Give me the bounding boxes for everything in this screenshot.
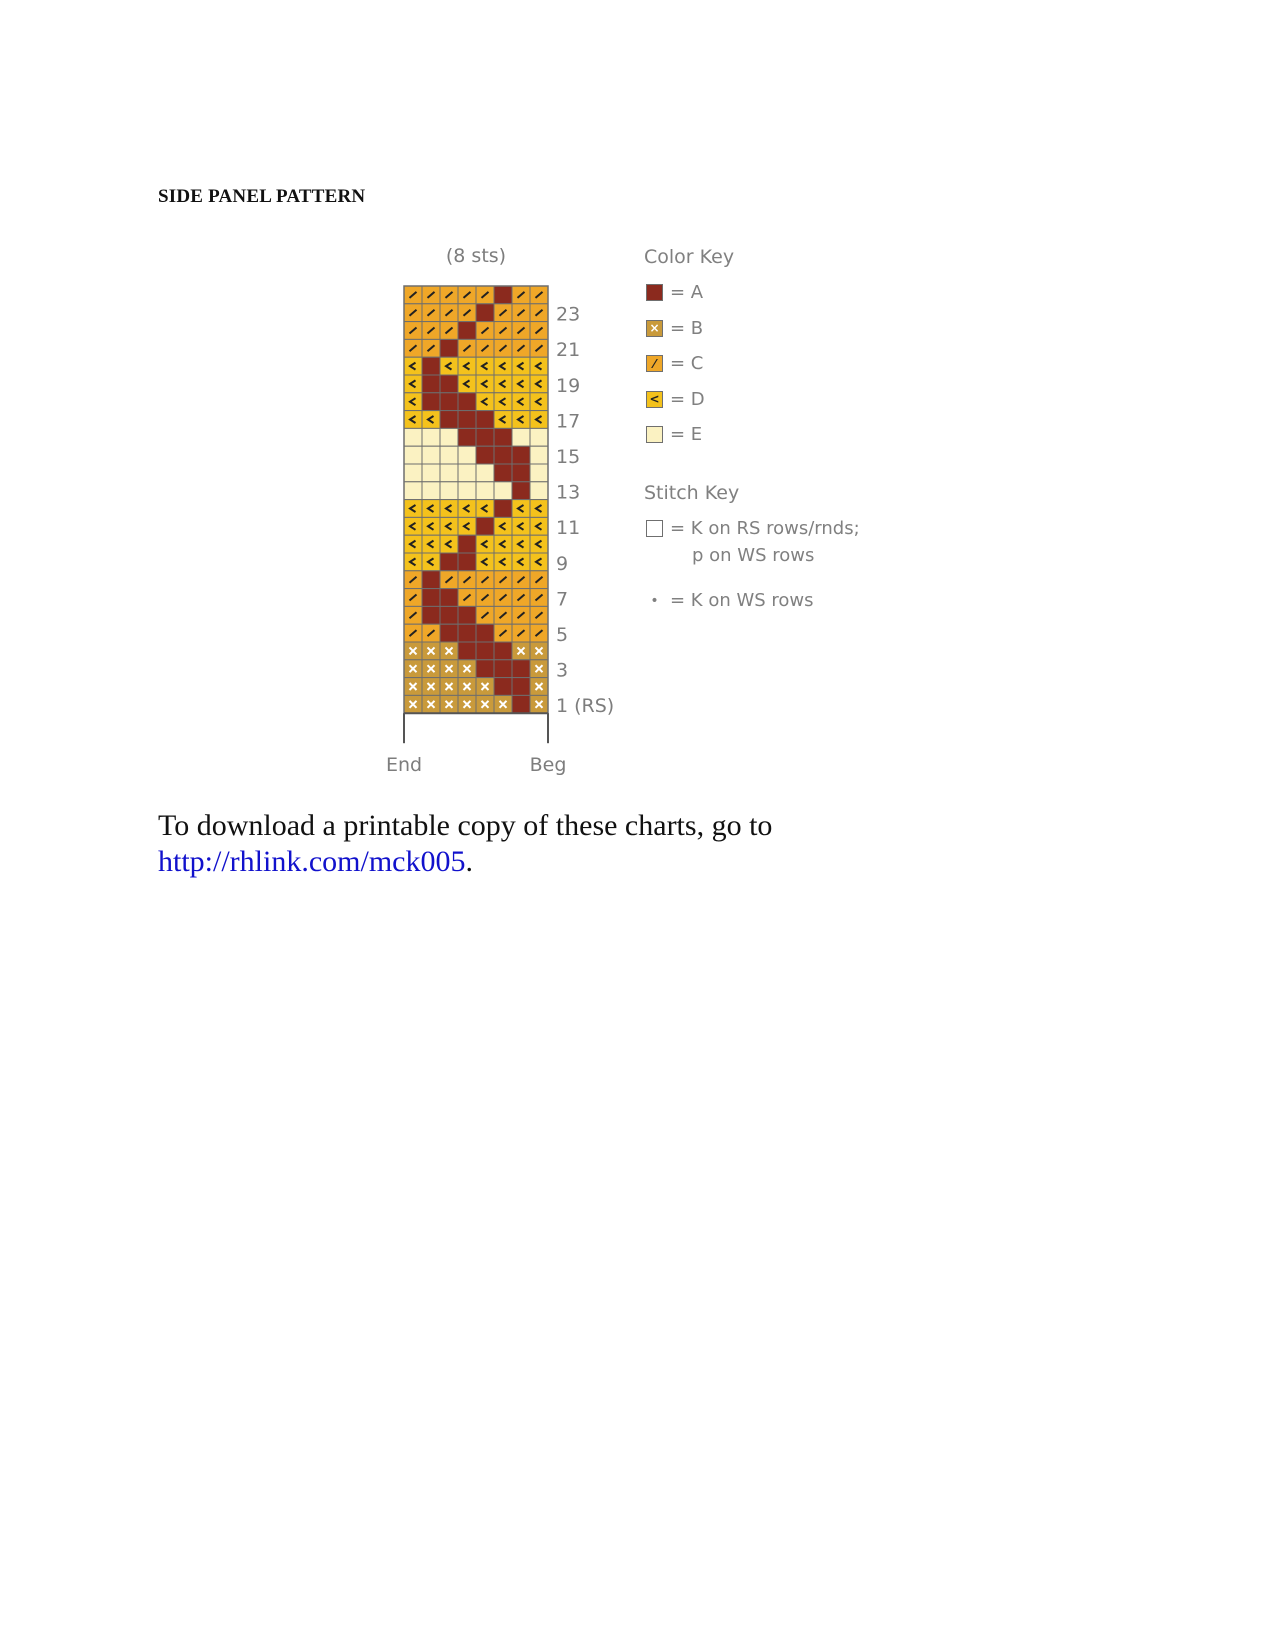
- chart-cell-D: [404, 500, 422, 518]
- chart-cell-A: [512, 446, 530, 464]
- chart-cell-E: [530, 482, 548, 500]
- color-swatch-icon: ×: [646, 320, 663, 337]
- chart-cell-A: [494, 446, 512, 464]
- chart-cell-D: [476, 375, 494, 393]
- chart-cell-E: [404, 464, 422, 482]
- chart-cell-E: [458, 482, 476, 500]
- row-label: 1 (RS): [556, 695, 615, 718]
- color-key-label: = D: [670, 388, 705, 410]
- color-swatch-icon: ⁄: [646, 355, 663, 372]
- chart-cell-E: [476, 482, 494, 500]
- chart-cell-D: [476, 500, 494, 518]
- color-key-item-a: [646, 282, 703, 303]
- chart-cell-A: [494, 642, 512, 660]
- chart-cell-D: [458, 500, 476, 518]
- chart-cell-D: [512, 375, 530, 393]
- download-note: [158, 808, 772, 880]
- row-label: 19: [556, 374, 581, 397]
- chart-cell-A: [512, 678, 530, 696]
- chart-cell-D: [494, 517, 512, 535]
- chart-cell-D: [476, 553, 494, 571]
- chart-grid: [404, 286, 548, 743]
- chart-cell-D: [422, 500, 440, 518]
- chart-cell-D: [422, 411, 440, 429]
- stitch-count-label: (8 sts): [445, 245, 507, 267]
- color-key-label: = B: [670, 317, 704, 339]
- chart-cell-A: [440, 411, 458, 429]
- chart-cell-D: [512, 553, 530, 571]
- chart-cell-E: [458, 446, 476, 464]
- chart-cell-A: [476, 660, 494, 678]
- chart-cell-A: [422, 375, 440, 393]
- chart-cell-D: [494, 535, 512, 553]
- chart-cell-A: [476, 304, 494, 322]
- chart-cell-D: [458, 375, 476, 393]
- chart-cell-A: [494, 660, 512, 678]
- chart-cell-D: [440, 500, 458, 518]
- color-swatch-icon: [646, 426, 663, 443]
- chart-cell-D: [494, 357, 512, 375]
- download-trailing: .: [465, 845, 473, 878]
- color-key-item-d: [646, 389, 705, 410]
- chart-cell-D: [494, 375, 512, 393]
- chart-cell-A: [476, 446, 494, 464]
- chart-cell-A: [458, 411, 476, 429]
- color-key-heading: Color Key: [644, 246, 735, 268]
- chart-cell-E: [422, 446, 440, 464]
- stitch-key-ws-item: [646, 590, 814, 611]
- beg-label: Beg: [529, 754, 567, 777]
- page-title: SIDE PANEL PATTERN: [158, 186, 366, 207]
- chart-cell-D: [404, 357, 422, 375]
- chart-cell-D: [458, 517, 476, 535]
- download-text: To download a printable copy of these charts, go to: [158, 809, 773, 842]
- chart-cell-A: [422, 571, 440, 589]
- chart-cell-D: [404, 517, 422, 535]
- row-label: 9: [556, 552, 569, 575]
- chart-cell-A: [458, 393, 476, 411]
- color-swatch-icon: <: [646, 391, 663, 408]
- color-key-label: = A: [670, 282, 704, 303]
- chart-cell-A: [512, 695, 530, 713]
- chart-cell-E: [458, 464, 476, 482]
- chart-cell-A: [440, 339, 458, 357]
- chart-cell-E: [422, 428, 440, 446]
- stitch-key-ws-label: = K on WS rows: [670, 590, 814, 611]
- chart-cell-D: [494, 553, 512, 571]
- chart-cell-D: [530, 517, 548, 535]
- chart-cell-A: [440, 553, 458, 571]
- chart-cell-D: [512, 535, 530, 553]
- chart-cell-A: [440, 624, 458, 642]
- chart-cell-A: [512, 464, 530, 482]
- chart-cell-D: [476, 357, 494, 375]
- chart-cell-E: [440, 446, 458, 464]
- color-key-item-b: [646, 318, 703, 339]
- color-key-item-c: [646, 353, 703, 374]
- chart-cell-A: [476, 642, 494, 660]
- chart-cell-E: [404, 428, 422, 446]
- chart-cell-A: [476, 517, 494, 535]
- chart-cell-D: [404, 411, 422, 429]
- row-label: 23: [556, 303, 581, 326]
- row-label: 7: [556, 588, 569, 611]
- chart-cell-D: [404, 535, 422, 553]
- chart-cell-A: [458, 428, 476, 446]
- chart-cell-A: [494, 286, 512, 304]
- row-label: 17: [556, 410, 581, 433]
- chart-cell-E: [404, 446, 422, 464]
- stitch-key: [644, 482, 739, 504]
- empty-square-icon: [646, 520, 663, 537]
- chart-cell-D: [422, 553, 440, 571]
- color-key-item-e: [646, 424, 702, 445]
- chart-cell-A: [476, 411, 494, 429]
- chart-cell-D: [530, 393, 548, 411]
- chart-cell-E: [422, 464, 440, 482]
- chart-cell-E: [494, 482, 512, 500]
- stitch-key-knit-label: = K on RS rows/rnds;: [670, 518, 860, 539]
- chart-cell-D: [476, 535, 494, 553]
- chart-cell-D: [512, 500, 530, 518]
- dot-icon: •: [650, 592, 659, 609]
- chart-cell-D: [530, 357, 548, 375]
- chart-cell-D: [476, 393, 494, 411]
- chart-cell-A: [458, 642, 476, 660]
- row-label: 3: [556, 659, 569, 682]
- chart-cell-D: [440, 535, 458, 553]
- chart-cell-A: [458, 535, 476, 553]
- color-key-label: = E: [670, 424, 703, 446]
- chart-cell-A: [440, 375, 458, 393]
- chart-cell-D: [512, 517, 530, 535]
- chart-cell-E: [476, 464, 494, 482]
- chart-cell-A: [422, 393, 440, 411]
- chart-cell-A: [512, 660, 530, 678]
- chart-cell-D: [512, 411, 530, 429]
- row-label: 13: [556, 481, 581, 504]
- stitch-key-purl-line: [692, 545, 814, 566]
- chart-cell-A: [458, 624, 476, 642]
- chart-cell-D: [530, 500, 548, 518]
- chart-cell-D: [512, 393, 530, 411]
- chart-cell-A: [458, 322, 476, 340]
- chart-cell-A: [494, 678, 512, 696]
- chart-cell-A: [512, 482, 530, 500]
- stitch-key-knit-item: [646, 518, 860, 539]
- chart-cell-A: [458, 606, 476, 624]
- chart-cell-D: [494, 411, 512, 429]
- row-label: 21: [556, 339, 581, 362]
- chart-cell-A: [494, 500, 512, 518]
- chart-cell-D: [512, 357, 530, 375]
- color-swatch-icon: [646, 284, 663, 301]
- chart-cell-A: [476, 624, 494, 642]
- chart-cell-D: [422, 517, 440, 535]
- chart-cell-E: [440, 464, 458, 482]
- chart-cell-A: [422, 589, 440, 607]
- stitch-key-heading: Stitch Key: [644, 482, 740, 504]
- chart-cell-A: [440, 393, 458, 411]
- chart-cell-D: [530, 375, 548, 393]
- chart-cell-D: [422, 535, 440, 553]
- chart-cell-D: [494, 393, 512, 411]
- row-label: 5: [556, 624, 569, 646]
- color-key-label: = C: [670, 353, 704, 375]
- chart-cell-D: [404, 553, 422, 571]
- chart-cell-A: [422, 357, 440, 375]
- side-panel-chart: [0, 0, 1275, 800]
- chart-cell-E: [422, 482, 440, 500]
- chart-cell-A: [494, 428, 512, 446]
- chart-cell-E: [530, 446, 548, 464]
- chart-cell-A: [458, 553, 476, 571]
- chart-cell-E: [440, 428, 458, 446]
- chart-cell-D: [404, 375, 422, 393]
- chart-cell-D: [530, 411, 548, 429]
- chart-cell-A: [440, 589, 458, 607]
- chart-cell-E: [404, 482, 422, 500]
- chart-cell-A: [440, 606, 458, 624]
- row-label: 11: [556, 517, 581, 540]
- end-label: End: [385, 754, 423, 777]
- chart-cell-E: [530, 428, 548, 446]
- stitch-key-purl-label: p on WS rows: [692, 545, 815, 566]
- chart-cell-D: [530, 535, 548, 553]
- row-label: 15: [556, 446, 581, 468]
- chart-cell-E: [440, 482, 458, 500]
- chart-cell-A: [422, 606, 440, 624]
- chart-cell-D: [404, 393, 422, 411]
- chart-cell-D: [440, 517, 458, 535]
- color-key: [644, 246, 734, 268]
- chart-cell-D: [458, 357, 476, 375]
- chart-cell-A: [476, 428, 494, 446]
- chart-cell-A: [494, 464, 512, 482]
- chart-cell-E: [512, 428, 530, 446]
- chart-cell-D: [440, 357, 458, 375]
- chart-cell-E: [530, 464, 548, 482]
- chart-cell-D: [530, 553, 548, 571]
- download-link[interactable]: http://rhlink.com/mck005: [158, 845, 466, 878]
